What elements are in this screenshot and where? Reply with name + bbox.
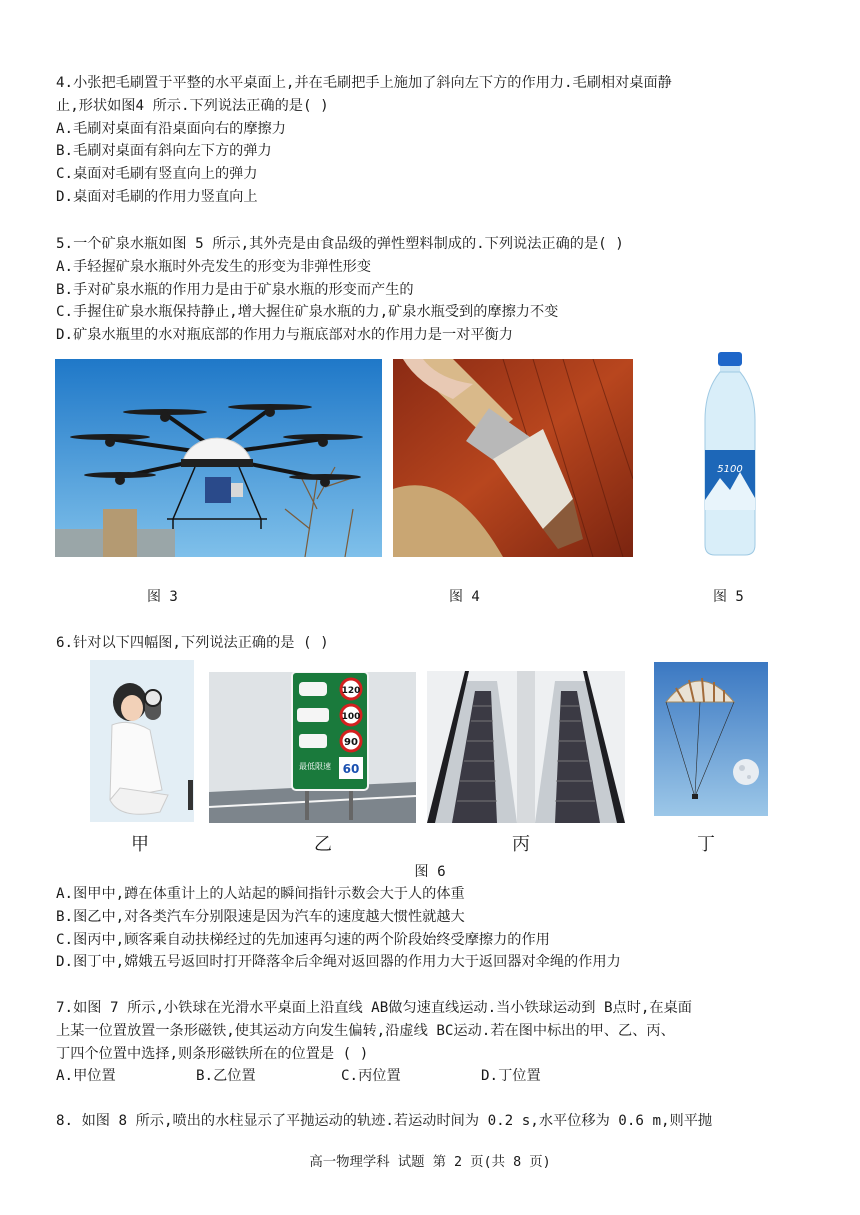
q5-stem: 5.一个矿泉水瓶如图 5 所示,其外壳是由食品级的弹性塑料制成的.下列说法正确的是( ) — [56, 236, 624, 252]
figure-6-ding-parachute — [654, 662, 768, 816]
figure-4-brush — [393, 359, 633, 557]
question-6-options — [56, 883, 816, 974]
q7-option-d: D.丁位置 — [481, 1068, 541, 1085]
figure-6-label-yi: 乙 — [314, 834, 332, 855]
q7-options-row — [56, 1065, 816, 1088]
q7-option-a: A.甲位置 — [56, 1068, 116, 1085]
q7-line1: 7.如图 7 所示,小铁球在光滑水平桌面上沿直线 AB做匀速直线运动.当小铁球运动到 B点时,在桌面 — [56, 1000, 692, 1016]
q4-stem-line1: 4.小张把毛刷置于平整的水平桌面上,并在毛刷把手上施加了斜向左下方的作用力.毛刷相对桌面静 — [56, 75, 672, 91]
speed-limit-90: 90 — [344, 737, 358, 748]
bottle-brand: 5100 — [717, 464, 743, 475]
q5-option-c: C.手握住矿泉水瓶保持静止,增大握住矿泉水瓶的力,矿泉水瓶受到的摩擦力不变 — [56, 304, 559, 321]
figure-6-jia-scale — [90, 660, 194, 822]
question-5 — [56, 233, 816, 347]
q7-option-c: C.丙位置 — [341, 1068, 401, 1085]
figure-4-caption: 图 4 — [449, 589, 480, 605]
figure-3-drone — [55, 359, 382, 557]
figure-6-label-ding: 丁 — [697, 834, 715, 855]
q4-option-a: A.毛刷对桌面有沿桌面向右的摩擦力 — [56, 120, 286, 137]
q6-option-a: A.图甲中,蹲在体重计上的人站起的瞬间指针示数会大于人的体重 — [56, 886, 465, 902]
speed-limit-100: 100 — [341, 712, 361, 722]
q4-option-c: C.桌面对毛刷有竖直向上的弹力 — [56, 166, 258, 183]
q4-option-b: B.毛刷对桌面有斜向左下方的弹力 — [56, 143, 272, 160]
speed-limit-60: 60 — [342, 762, 360, 776]
q7-line2: 上某一位置放置一条形磁铁,使其运动方向发生偏转,沿虚线 BC运动.若在图中标出的甲、乙、丙、 — [56, 1022, 675, 1039]
q7-option-b: B.乙位置 — [196, 1068, 256, 1085]
figure-6-label-jia: 甲 — [131, 834, 149, 855]
question-7 — [56, 997, 816, 1088]
q6-option-d: D.图丁中,嫦娥五号返回时打开降落伞后伞绳对返回器的作用力大于返回器对伞绳的作用力 — [56, 954, 621, 971]
q6-option-c: C.图丙中,顾客乘自动扶梯经过的先加速再匀速的两个阶段始终受摩擦力的作用 — [56, 931, 550, 948]
question-4 — [56, 72, 816, 209]
figure-6-caption: 图 6 — [414, 864, 446, 880]
q4-option-d: D.桌面对毛刷的作用力竖直向上 — [56, 188, 258, 205]
figure-6-bing-escalator — [427, 671, 625, 823]
question-6 — [56, 632, 816, 655]
q6-stem: 6.针对以下四幅图,下列说法正确的是 ( ) — [56, 635, 329, 651]
q6-option-b: B.图乙中,对各类汽车分别限速是因为汽车的速度越大惯性就越大 — [56, 908, 465, 925]
q5-option-d: D.矿泉水瓶里的水对瓶底部的作用力与瓶底部对水的作用力是一对平衡力 — [56, 327, 513, 344]
figure-6-yi-speed-sign — [209, 672, 416, 823]
figure-3-caption: 图 3 — [147, 589, 178, 605]
q5-option-b: B.手对矿泉水瓶的作用力是由于矿泉水瓶的形变而产生的 — [56, 281, 414, 298]
figure-5-water-bottle — [695, 350, 765, 558]
q7-line3: 丁四个位置中选择,则条形磁铁所在的位置是 ( ) — [56, 1045, 369, 1062]
page-footer: 高一物理学科 试题 第 2 页(共 8 页) — [309, 1155, 551, 1170]
speed-limit-120: 120 — [341, 686, 361, 696]
figure-6-label-bing: 丙 — [512, 834, 530, 855]
figure-5-caption: 图 5 — [713, 589, 744, 605]
q4-stem-line2: 止,形状如图4 所示.下列说法正确的是( ) — [56, 97, 329, 114]
q8-line1: 8. 如图 8 所示,喷出的水柱显示了平抛运动的轨迹.若运动时间为 0.2 s,水平位移为 0.6 m,则平抛 — [56, 1113, 713, 1129]
question-8 — [56, 1110, 816, 1133]
min-speed-text: 最低限速 — [299, 762, 331, 771]
q5-option-a: A.手轻握矿泉水瓶时外壳发生的形变为非弹性形变 — [56, 258, 372, 275]
